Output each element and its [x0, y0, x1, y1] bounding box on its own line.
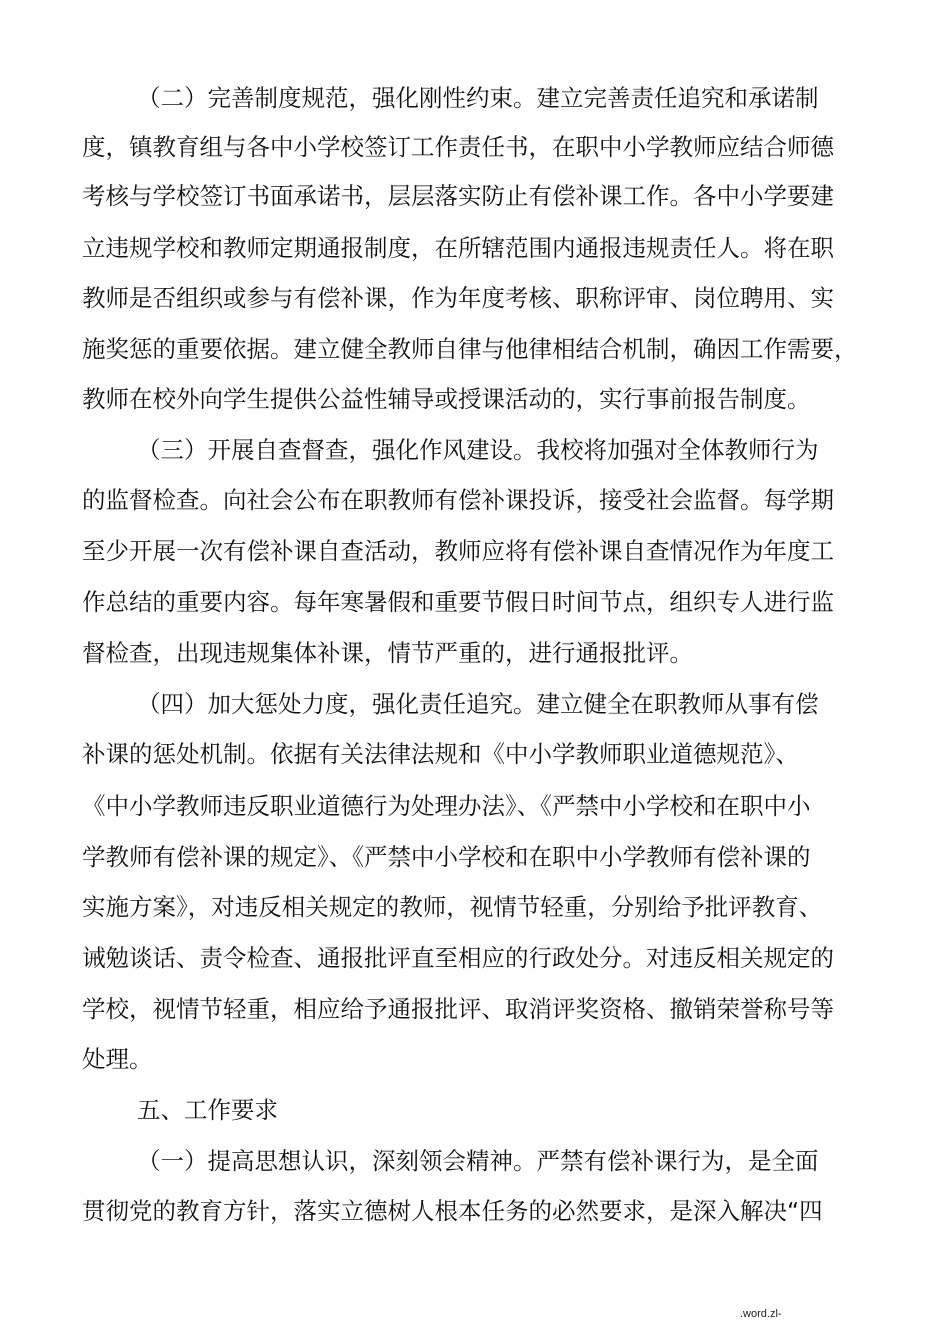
text-line: 的监督检查。向社会公布在职教师有偿补课投诉，接受社会监督。每学期	[82, 486, 834, 514]
text-line: 实施方案》，对违反相关规定的教师，视情节轻重，分别给予批评教育、	[82, 893, 823, 921]
text-line: 至少开展一次有偿补课自查活动，教师应将有偿补课自查情况作为年度工	[82, 537, 834, 565]
text-line: （四）加大惩处力度，强化责任追究。建立健全在职教师从事有偿	[137, 690, 819, 718]
text-line: 教师是否组织或参与有偿补课，作为年度考核、职称评审、岗位聘用、实	[82, 284, 834, 312]
text-line: （三）开展自查督查，强化作风建设。我校将加强对全体教师行为	[137, 436, 819, 464]
text-line: 考核与学校签订书面承诺书，层层落实防止有偿补课工作。各中小学要建	[82, 182, 834, 210]
section-heading: 五、工作要求	[137, 1096, 278, 1124]
text-line: 贯彻党的教育方针，落实立德树人根本任务的必然要求，是深入解决“四	[82, 1197, 823, 1225]
text-line: 《中小学教师违反职业道德行为处理办法》、《严禁中小学校和在职中小	[82, 792, 811, 820]
text-line: 学校，视情节轻重，相应给予通报批评、取消评奖资格、撤销荣誉称号等	[82, 995, 834, 1023]
text-line: （二）完善制度规范，强化刚性约束。建立完善责任追究和承诺制	[137, 84, 819, 112]
text-line: 处理。	[82, 1045, 153, 1073]
text-line: 诫勉谈话、责令检查、通报批评直至相应的行政处分。对违反相关规定的	[82, 944, 834, 972]
text-line: 补课的惩处机制。依据有关法律法规和《中小学教师职业道德规范》、	[82, 740, 799, 768]
page-footer: .word.zl-	[740, 1308, 782, 1320]
text-line: 督检查，出现违规集体补课，情节严重的，进行通报批评。	[82, 639, 693, 667]
text-line: 作总结的重要内容。每年寒暑假和重要节假日时间节点，组织专人进行监	[82, 588, 834, 616]
text-line: 施奖惩的重要依据。建立健全教师自律与他律相结合机制，确因工作需要，	[82, 335, 858, 363]
text-line: 学教师有偿补课的规定》、《严禁中小学校和在职中小学教师有偿补课的	[82, 843, 811, 871]
text-line: 度，镇教育组与各中小学校签订工作责任书，在职中小学教师应结合师德	[82, 133, 834, 161]
text-line: （一）提高思想认识，深刻领会精神。严禁有偿补课行为，是全面	[137, 1147, 819, 1175]
text-line: 教师在校外向学生提供公益性辅导或授课活动的，实行事前报告制度。	[82, 385, 811, 413]
text-line: 立违规学校和教师定期通报制度，在所辖范围内通报违规责任人。将在职	[82, 234, 834, 262]
